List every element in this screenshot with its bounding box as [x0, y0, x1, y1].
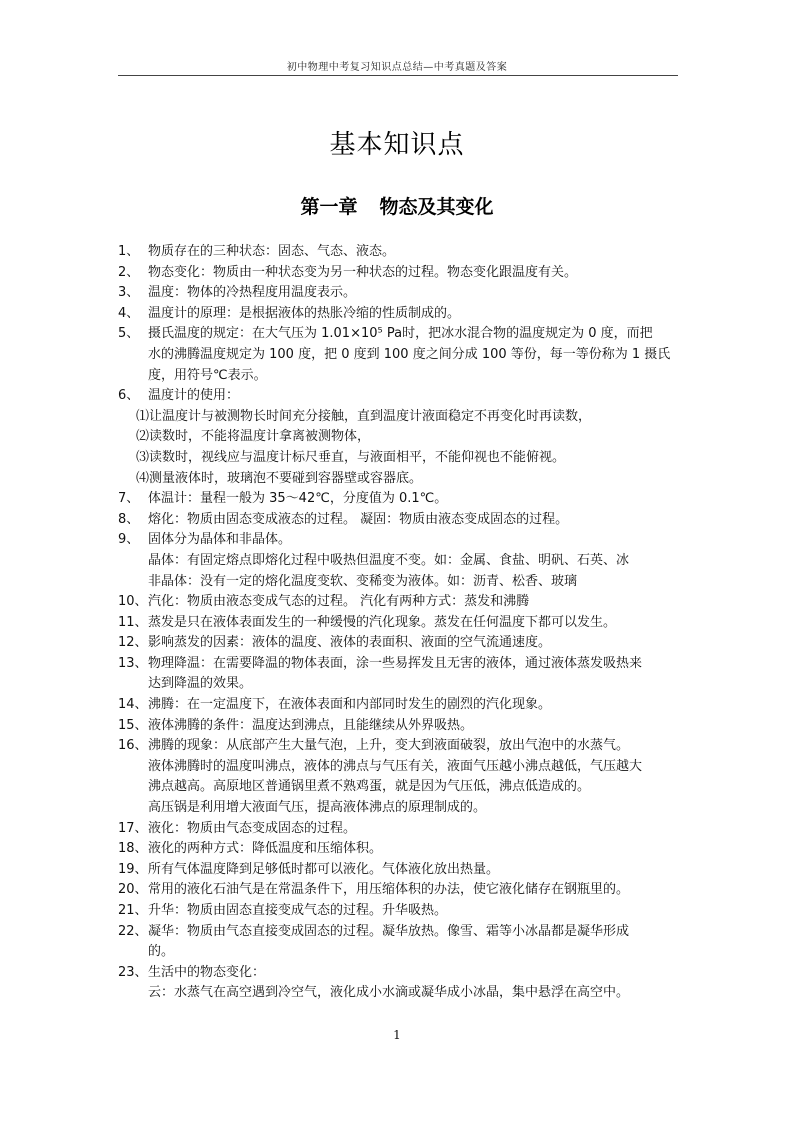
list-item	[118, 839, 690, 860]
sub-item: ⑷测量液体时，玻璃泡不要碰到容器壁或容器底。	[136, 470, 423, 486]
page-number: 1	[393, 1028, 401, 1042]
list-item	[118, 695, 690, 716]
item-number: 2、	[118, 264, 140, 280]
item-text: 沸腾：在一定温度下，在液体表面和内部同时发生的剧烈的汽化现象。	[148, 697, 552, 713]
item-continuation: 高压锅是利用增大液面气压，提高液体沸点的原理制成的。	[148, 800, 487, 816]
item-number: 14、	[118, 697, 148, 713]
sub-item: 云：水蒸气在高空遇到冷空气，液化成小水滴或凝华成小冰晶，集中悬浮在高空中。	[148, 985, 630, 1001]
list-item	[118, 716, 690, 737]
list-item	[118, 510, 690, 531]
chapter-name: 物态及其变化	[379, 196, 494, 218]
item-text: 固体分为晶体和非晶体。	[148, 532, 292, 548]
list-item	[118, 922, 690, 943]
item-text: 液化的两种方式：降低温度和压缩体积。	[148, 841, 383, 857]
item-text: 熔化：物质由固态变成液态的过程。 凝固：物质由液态变成固态的过程。	[148, 511, 569, 527]
item-number: 19、	[118, 861, 148, 877]
item-continuation: 达到降温的效果。	[148, 676, 253, 692]
item-continuation: 的。	[148, 944, 175, 960]
chapter-title	[0, 192, 794, 219]
item-text: 体温计：量程一般为 35～42℃，分度值为 0.1℃。	[148, 491, 448, 507]
item-text: 所有气体温度降到足够低时都可以液化。气体液化放出热量。	[148, 861, 500, 877]
list-item	[118, 633, 690, 654]
item-number: 20、	[118, 882, 148, 898]
item-text: 升华：物质由固态直接变成气态的过程。升华吸热。	[148, 903, 448, 918]
item-number: 21、	[118, 903, 148, 918]
item-text: 物态变化：物质由一种状态变为另一种状态的过程。物态变化跟温度有关。	[148, 264, 578, 280]
item-number: 11、	[118, 614, 148, 630]
item-number: 22、	[118, 923, 148, 939]
list-item	[118, 489, 690, 510]
item-text: 液化：物质由气态变成固态的过程。	[148, 820, 357, 836]
sub-item: 晶体：有固定熔点即熔化过程中吸热但温度不变。如：金属、食盐、明矾、石英、冰	[148, 552, 630, 568]
item-text: 摄氏温度的规定：在大气压为 1.01×10⁵ Pa时，把冰水混合物的温度规定为 0 度，而把	[148, 326, 653, 342]
item-text: 物理降温：在需要降温的物体表面，涂一些易挥发且无害的液体，通过液体蒸发吸热来	[148, 655, 643, 671]
item-number: 18、	[118, 841, 148, 857]
sub-item: ⑶读数时，视线应与温度计标尺垂直，与液面相平，不能仰视也不能俯视。	[136, 449, 566, 465]
item-number: 5、	[118, 326, 140, 342]
item-text: 液体沸腾的条件：温度达到沸点，且能继续从外界吸热。	[148, 717, 474, 733]
item-number: 6、	[118, 388, 140, 404]
item-number: 13、	[118, 655, 148, 671]
sub-item: 非晶体：没有一定的熔化温度变软、变稀变为液体。如：沥青、松香、玻璃	[148, 573, 578, 589]
sub-item: ⑵读数时，不能将温度计拿离被测物体，	[136, 429, 371, 445]
list-item	[118, 592, 690, 613]
item-text: 温度计的使用：	[148, 388, 240, 404]
item-text: 物质存在的三种状态：固态、气态、液态。	[148, 244, 396, 259]
header-divider	[118, 75, 678, 76]
item-text: 汽化：物质由液态变成气态的过程。 汽化有两种方式：蒸发和沸腾	[148, 594, 530, 610]
item-text: 常用的液化石油气是在常温条件下，用压缩体积的办法，使它液化储存在钢瓶里的。	[148, 882, 630, 898]
item-text: 温度：物体的冷热程度用温度表示。	[148, 285, 357, 301]
list-item	[118, 819, 690, 840]
item-number: 23、	[118, 964, 148, 980]
item-number: 3、	[118, 285, 140, 301]
list-item	[118, 654, 690, 675]
sub-item: ⑴让温度计与被测物长时间充分接触，直到温度计液面稳定不再变化时再读数，	[136, 408, 592, 424]
item-text: 沸腾的现象：从底部产生大量气泡，上升，变大到液面破裂，放出气泡中的水蒸气。	[148, 738, 630, 754]
item-continuation: 度，用符号℃表示。	[148, 367, 267, 383]
item-number: 15、	[118, 717, 148, 733]
item-text: 蒸发是只在液体表面发生的一种缓慢的汽化现象。蒸发在任何温度下都可以发生。	[148, 614, 617, 630]
item-number: 9、	[118, 532, 140, 548]
item-number: 7、	[118, 491, 140, 507]
list-item	[118, 860, 690, 881]
list-item	[118, 242, 690, 263]
item-number: 17、	[118, 820, 148, 836]
item-text: 生活中的物态变化：	[148, 964, 266, 980]
item-continuation: 水的沸腾温度规定为 100 度，把 0 度到 100 度之间分成 100 等份，每一等份称为 1 摄氏	[148, 346, 671, 362]
item-number: 1、	[118, 244, 140, 259]
list-item	[118, 263, 690, 284]
running-header: 初中物理中考复习知识点总结—中考真题及答案	[286, 62, 508, 73]
knowledge-list	[118, 242, 690, 1004]
document-title: 基本知识点	[329, 130, 465, 160]
list-item	[118, 736, 690, 757]
item-number: 12、	[118, 635, 148, 651]
item-number: 10、	[118, 594, 148, 610]
list-item	[118, 963, 690, 984]
list-item	[118, 613, 690, 634]
list-item	[118, 880, 690, 901]
item-number: 4、	[118, 305, 140, 321]
chapter-label: 第一章	[300, 196, 358, 218]
list-item	[118, 324, 690, 345]
item-number: 8、	[118, 511, 140, 527]
item-text: 影响蒸发的因素：液体的温度、液体的表面积、液面的空气流通速度。	[148, 635, 552, 651]
list-item	[118, 901, 690, 922]
item-continuation: 液体沸腾时的温度叫沸点，液体的沸点与气压有关，液面气压越小沸点越低，气压越大	[148, 758, 643, 774]
item-number: 16、	[118, 738, 148, 754]
item-text: 凝华：物质由气态直接变成固态的过程。凝华放热。像雪、霜等小冰晶都是凝华形成	[148, 923, 630, 939]
list-item	[118, 530, 690, 551]
item-continuation: 沸点越高。高原地区普通锅里煮不熟鸡蛋，就是因为气压低，沸点低造成的。	[148, 779, 591, 795]
list-item	[118, 386, 690, 407]
list-item	[118, 304, 690, 325]
item-text: 温度计的原理：是根据液体的热胀冷缩的性质制成的。	[148, 305, 461, 321]
list-item	[118, 283, 690, 304]
